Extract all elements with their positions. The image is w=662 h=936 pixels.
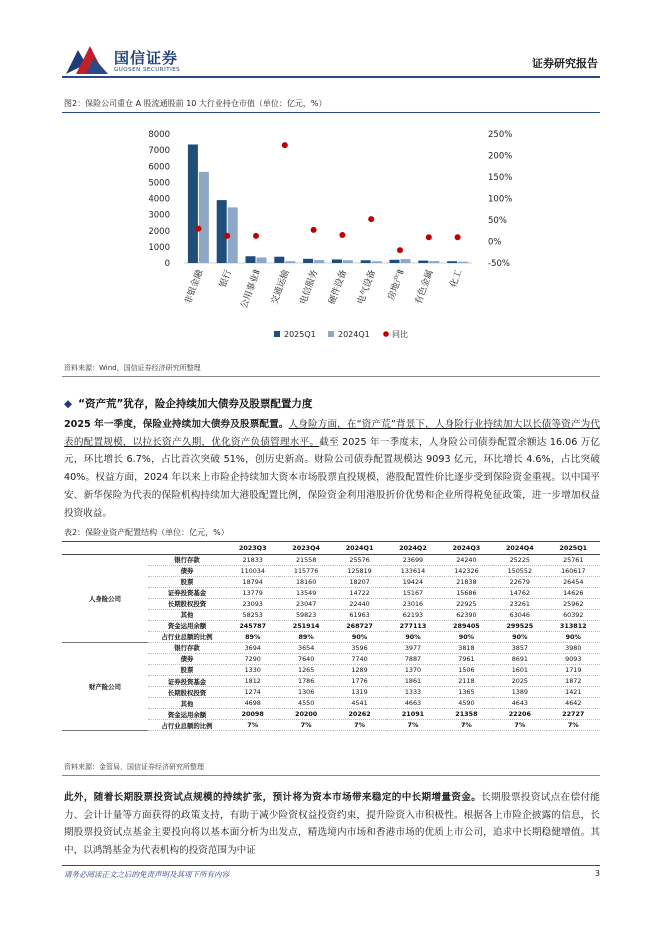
table-cell: 4642: [547, 698, 600, 709]
row-label: 股票: [148, 664, 226, 675]
table-cell: 3980: [547, 642, 600, 653]
para1-lead: 2025 年一季度，保险业持续加大债券及股票配置。: [64, 419, 289, 430]
table-cell: 4643: [493, 698, 546, 709]
table-cell: 23261: [493, 598, 546, 609]
row-label: 其他: [148, 609, 226, 620]
x-tick-label: 房地产Ⅱ: [386, 268, 407, 302]
table-cell: 13549: [279, 587, 332, 598]
table-cell: 90%: [440, 631, 493, 642]
table-body: [62, 554, 600, 731]
table-cell: 59823: [279, 609, 332, 620]
bar-2025q1: [303, 259, 313, 263]
row-label: 其他: [148, 698, 226, 709]
bar-2025q1: [188, 144, 198, 263]
table-cell: 7290: [226, 653, 279, 664]
yoy-point: [455, 234, 461, 240]
table-cell: 115776: [279, 565, 332, 576]
bar-2025q1: [447, 261, 457, 263]
yoy-point: [339, 232, 345, 238]
table-cell: 18207: [333, 576, 386, 587]
bar-2024q1: [314, 260, 324, 263]
table-cell: 22925: [440, 598, 493, 609]
table-cell: 62193: [386, 609, 439, 620]
table-cell: 3977: [386, 642, 439, 653]
disclaimer-note: 请务必阅读正文之后的免责声明及其项下所有内容: [64, 870, 229, 879]
table-cell: 3818: [440, 642, 493, 653]
table-cell: 15167: [386, 587, 439, 598]
table-cell: 251914: [279, 620, 332, 631]
table-cell: 4698: [226, 698, 279, 709]
table-cell: 23047: [279, 598, 332, 609]
table-cell: 22440: [333, 598, 386, 609]
table-cell: 1389: [493, 687, 546, 698]
table-cell: 1365: [440, 687, 493, 698]
bar-2025q1: [217, 200, 227, 263]
y-right-tick-label: 50%: [488, 216, 507, 226]
table-cell: 1421: [547, 687, 600, 698]
column-header: 2024Q2: [386, 542, 439, 554]
table-cell: 2118: [440, 676, 493, 687]
table-cell: 21838: [440, 576, 493, 587]
table-cell: 1330: [226, 664, 279, 675]
table-cell: 3694: [226, 642, 279, 653]
figure-title: 图2：保险公司重仓 A 股流通股前 10 大行业持仓市值（单位：亿元，%）: [64, 99, 327, 108]
table-cell: 7740: [333, 653, 386, 664]
table-cell: 3654: [279, 642, 332, 653]
column-header: 2023Q4: [279, 542, 332, 554]
column-header: [148, 542, 226, 554]
row-label: 银行存款: [148, 554, 226, 565]
table-row: [62, 554, 600, 565]
table-cell: 90%: [386, 631, 439, 642]
table-cell: 4541: [333, 698, 386, 709]
table-cell: 62390: [440, 609, 493, 620]
column-header: [62, 542, 148, 554]
yoy-point: [311, 227, 317, 233]
table-cell: 1265: [279, 664, 332, 675]
figure-bottom-rule: [62, 376, 600, 377]
table-source: 资料来源：金管局，国信证券经济研究所整理: [64, 763, 204, 771]
y-right-tick-label: 200%: [488, 151, 513, 162]
table-cell: 25225: [493, 554, 546, 565]
header-divider: [62, 76, 600, 78]
table-cell: 89%: [279, 631, 332, 642]
table-cell: 268727: [333, 620, 386, 631]
para1-underlined: 人身险方面，在“资产荒”背景下，人身险行业持续加大以长债等资产为代表的配置规模，以拉长资产久期，优化资产负债管理水平。: [64, 419, 600, 448]
x-tick-label: 化工: [448, 268, 465, 289]
bar-2025q1: [361, 260, 371, 263]
table-row: [62, 642, 600, 653]
table-cell: 23093: [226, 598, 279, 609]
yoy-point: [397, 247, 403, 253]
bar-2024q1: [458, 262, 468, 263]
table-cell: 23699: [386, 554, 439, 565]
table-cell: 14762: [493, 587, 546, 598]
table-cell: 18794: [226, 576, 279, 587]
table-cell: 1872: [547, 676, 600, 687]
table-cell: 289405: [440, 620, 493, 631]
table-cell: 1370: [386, 664, 439, 675]
figure-top-rule: [62, 112, 600, 113]
y-left-tick-label: 1000: [148, 242, 170, 253]
table-cell: 1812: [226, 676, 279, 687]
y-left-tick-label: 0: [164, 259, 170, 269]
table-cell: 20200: [279, 709, 332, 720]
table-cell: 90%: [547, 631, 600, 642]
row-label: 债券: [148, 565, 226, 576]
y-left-tick-label: 8000: [148, 130, 170, 140]
column-header: 2025Q1: [547, 542, 600, 554]
table-cell: 21558: [279, 554, 332, 565]
legend-label: 同比: [392, 330, 408, 339]
y-right-tick-label: 100%: [488, 194, 513, 205]
table-cell: 1719: [547, 664, 600, 675]
row-label: 股票: [148, 576, 226, 587]
table-cell: 61963: [333, 609, 386, 620]
table-cell: 4550: [279, 698, 332, 709]
table-cell: 19424: [386, 576, 439, 587]
table-cell: 58253: [226, 609, 279, 620]
row-label: 资金运用余额: [148, 709, 226, 720]
table-cell: 9093: [547, 653, 600, 664]
table-cell: 1289: [333, 664, 386, 675]
table-cell: 1319: [333, 687, 386, 698]
bar-2025q1: [246, 256, 256, 263]
table-cell: 110034: [226, 565, 279, 576]
paragraph-long-term-investment: [64, 789, 600, 860]
table-cell: 313812: [547, 620, 600, 631]
table-cell: 90%: [493, 631, 546, 642]
table-bottom-rule: [62, 775, 600, 776]
legend-swatch-2024q1: [328, 331, 334, 337]
x-tick-label: 电信服务: [298, 268, 321, 306]
table-cell: 125819: [333, 565, 386, 576]
table-cell: 2025: [493, 676, 546, 687]
table-cell: 1306: [279, 687, 332, 698]
table-cell: 63046: [493, 609, 546, 620]
table-cell: 7640: [279, 653, 332, 664]
table-cell: 3857: [493, 642, 546, 653]
row-label: 长期股权投资: [148, 687, 226, 698]
bar-2024q1: [429, 261, 439, 263]
row-label: 证券投资基金: [148, 587, 226, 598]
logo-mark-icon: [64, 44, 110, 78]
column-header: 2024Q4: [493, 542, 546, 554]
footer-divider: [62, 865, 600, 866]
logo-text-cn: 国信证券: [114, 49, 179, 67]
para2-body: 长期股票投资试点在偿付能力、会计计量等方面获得的政策支持，有助于减少险资权益投资约束，提升险资入市积极性。根据各上市险企披露的信息，长期股票投资试点基金主要投向将以基本面分析为出发点，精选境内市场和香港市场的优质上市公司，追求中长期稳健增值。其中，以鸿鹄基金为代表机构的投资范围为中证: [64, 792, 601, 857]
y-left-tick-label: 3000: [148, 210, 170, 221]
row-label: 长期股权投资: [148, 598, 226, 609]
table-cell: 25962: [547, 598, 600, 609]
table-cell: 25576: [333, 554, 386, 565]
diamond-bullet-icon: ◆: [64, 398, 73, 410]
paragraph-asset-allocation: [64, 416, 600, 522]
table-cell: 14722: [333, 587, 386, 598]
table-cell: 277113: [386, 620, 439, 631]
bar-2024q1: [257, 258, 267, 263]
bar-2025q1: [332, 259, 342, 263]
table-cell: 7%: [279, 720, 332, 731]
row-label: 占行业总额的比例: [148, 720, 226, 731]
table-cell: 22206: [493, 709, 546, 720]
legend-swatch-2025q1: [274, 331, 280, 337]
table-cell: 18160: [279, 576, 332, 587]
x-tick-label: 非银金融: [183, 268, 206, 306]
group-label: 人身险公司: [62, 554, 148, 642]
table-cell: 90%: [333, 631, 386, 642]
report-type-label: 证券研究报告: [532, 57, 598, 70]
bar-2024q1: [343, 260, 353, 263]
legend-swatch-yoy: [383, 331, 389, 337]
table-cell: 1601: [493, 664, 546, 675]
y-right-tick-label: 250%: [488, 130, 513, 140]
table-cell: 14626: [547, 587, 600, 598]
table-cell: 15686: [440, 587, 493, 598]
row-label: 债券: [148, 653, 226, 664]
bar-2025q1: [390, 260, 400, 263]
table-cell: 22679: [493, 576, 546, 587]
row-label: 资金运用余额: [148, 620, 226, 631]
table-cell: 20262: [333, 709, 386, 720]
table-cell: 26454: [547, 576, 600, 587]
table-cell: 1506: [440, 664, 493, 675]
y-right-tick-label: 0%: [488, 237, 502, 248]
y-left-tick-label: 2000: [148, 226, 170, 237]
table-cell: 4663: [386, 698, 439, 709]
table-cell: 22727: [547, 709, 600, 720]
yoy-point: [195, 226, 201, 232]
table-cell: 1861: [386, 676, 439, 687]
table-cell: 13779: [226, 587, 279, 598]
table-cell: 150552: [493, 565, 546, 576]
table-cell: 24240: [440, 554, 493, 565]
legend-label: 2025Q1: [284, 330, 316, 339]
table-cell: 7%: [226, 720, 279, 731]
logo-text-en: GUOSEN SECURITIES: [114, 67, 181, 73]
table-cell: 1776: [333, 676, 386, 687]
table-cell: 4590: [440, 698, 493, 709]
table-cell: 23016: [386, 598, 439, 609]
yoy-point: [253, 233, 259, 239]
table-cell: 142326: [440, 565, 493, 576]
section-heading: [64, 396, 312, 411]
table-cell: 8691: [493, 653, 546, 664]
bar-2024q1: [199, 172, 209, 263]
allocation-table: [62, 542, 600, 731]
table-cell: 20098: [226, 709, 279, 720]
table-header-row: [62, 542, 600, 554]
bar-2024q1: [401, 259, 411, 263]
x-tick-label: 电气设备: [356, 268, 379, 306]
table-cell: 1333: [386, 687, 439, 698]
table-cell: 25761: [547, 554, 600, 565]
row-label: 银行存款: [148, 642, 226, 653]
x-tick-label: 银行: [218, 268, 235, 289]
x-tick-label: 有色金属: [413, 268, 436, 306]
table-cell: 160617: [547, 565, 600, 576]
table-cell: 3596: [333, 642, 386, 653]
row-label: 证券投资基金: [148, 676, 226, 687]
row-label: 占行业总额的比例: [148, 631, 226, 642]
group-label: 财产险公司: [62, 642, 148, 730]
industry-holdings-chart: [62, 115, 600, 361]
y-left-tick-label: 7000: [148, 146, 170, 157]
table-cell: 1274: [226, 687, 279, 698]
para1-body: 截至 2025 年一季度末，人身险公司债券配置余额达 16.06 万亿元，环比增长 6.7%，占比首次突破 51%，创历史新高。财险公司债券配置规模达 9093 亿元，环比增长 4.6%，占比突破 40%。权益方面，2024 年以来上市险企持续加大资本市场股票直投规模，港股配置性价比逐步受到保险资金重视。以中国平安、新华保险为代表的保险机构持续加大港股配置比例，保险资金利用港股折价优势和企业所得税免征政策，进一步增加权益投资收益。: [64, 436, 601, 519]
figure-source: 资料来源：Wind，国信证券经济研究所整理: [64, 364, 201, 372]
column-header: 2024Q3: [440, 542, 493, 554]
table-cell: 21358: [440, 709, 493, 720]
column-header: 2023Q3: [226, 542, 279, 554]
table-cell: 245787: [226, 620, 279, 631]
legend-label: 2024Q1: [338, 330, 370, 339]
column-header: 2024Q1: [333, 542, 386, 554]
y-right-tick-label: 150%: [488, 173, 513, 183]
y-left-tick-label: 4000: [148, 194, 170, 205]
section-heading-text: “资产荒”犹存，险企持续加大债券及股票配置力度: [78, 398, 313, 410]
table-cell: 7%: [386, 720, 439, 731]
x-tick-label: 公用事业Ⅱ: [239, 268, 263, 311]
table-title: 表2：保险业资产配置结构（单位：亿元，%）: [64, 528, 229, 537]
x-tick-label: 交通运输: [269, 268, 292, 306]
bar-2024q1: [285, 261, 295, 263]
yoy-point: [368, 216, 374, 222]
y-left-tick-label: 6000: [148, 162, 170, 173]
bar-2025q1: [274, 257, 284, 263]
table-cell: 299525: [493, 620, 546, 631]
para2-lead: 此外，随着长期股票投资试点规模的持续扩张，预计将为资本市场带来稳定的中长期增量资金。: [64, 792, 482, 803]
yoy-point: [426, 234, 432, 240]
bar-2024q1: [372, 261, 382, 263]
y-right-tick-label: -50%: [488, 259, 510, 269]
table-cell: 7%: [440, 720, 493, 731]
table-cell: 7961: [440, 653, 493, 664]
x-tick-label: 硬件设备: [327, 268, 350, 306]
table-cell: 1786: [279, 676, 332, 687]
table-cell: 133614: [386, 565, 439, 576]
bar-2025q1: [418, 261, 428, 263]
table-cell: 7%: [493, 720, 546, 731]
table-cell: 7887: [386, 653, 439, 664]
table-cell: 21091: [386, 709, 439, 720]
yoy-point: [282, 142, 288, 148]
table-cell: 7%: [547, 720, 600, 731]
yoy-point: [224, 233, 230, 239]
y-left-tick-label: 5000: [148, 178, 170, 189]
page-number: 3: [594, 869, 600, 878]
table-cell: 89%: [226, 631, 279, 642]
table-cell: 60392: [547, 609, 600, 620]
table-cell: 21833: [226, 554, 279, 565]
table-cell: 7%: [333, 720, 386, 731]
